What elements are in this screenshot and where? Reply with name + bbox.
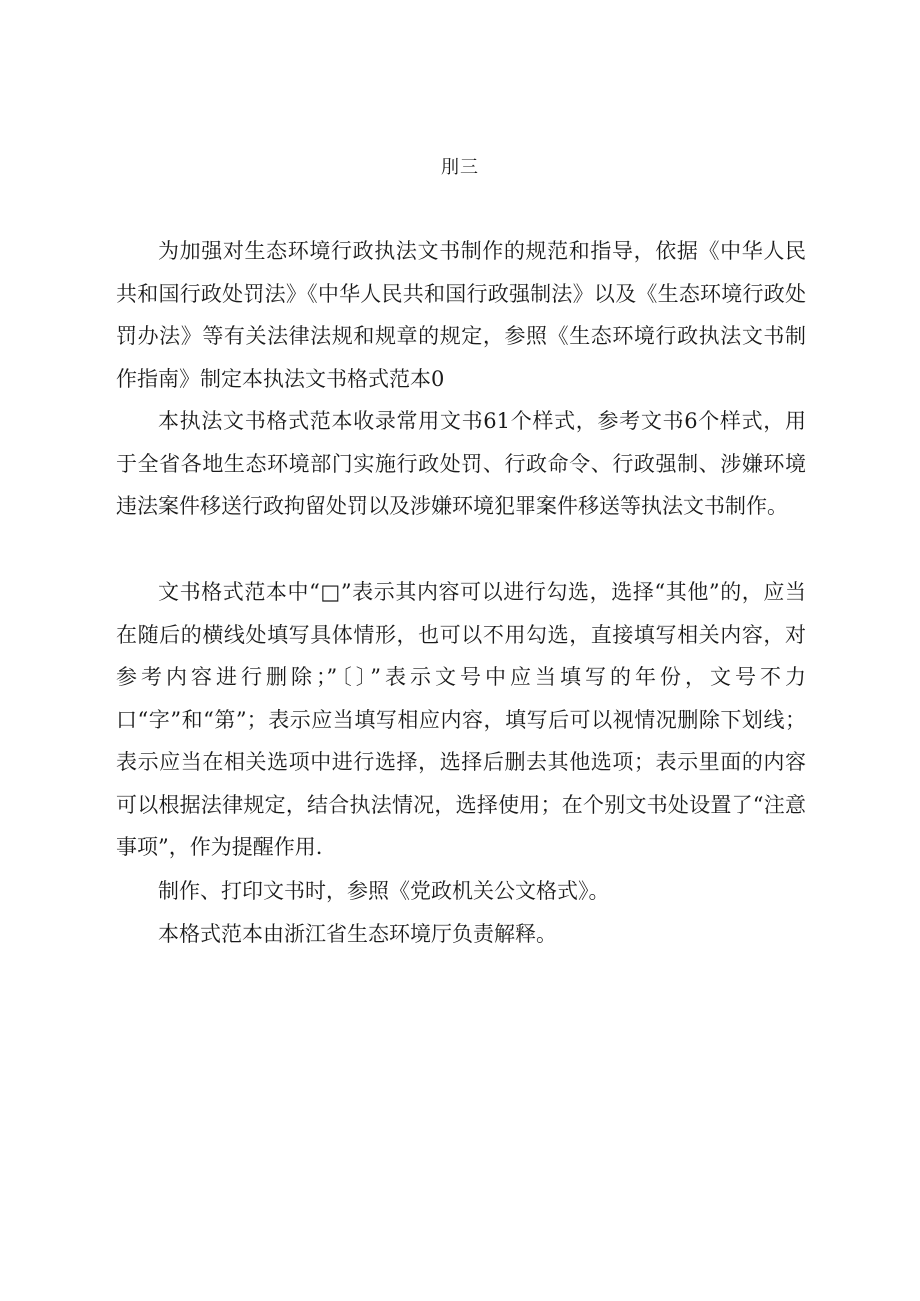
paragraph-purpose: 为加强对生态环境行政执法文书制作的规范和指导，依据《中华人民共和国行政处罚法》《中华人民共和国行政强制法》以及《生态环境行政处罚办法》等有关法律法规和规章的规定，参照《生态环境行政执法文书制作指南》制定本执法文书格式范本0 — [116, 239, 806, 391]
paragraph-scope: 本执法文书格式范本收录常用文书61个样式，参考文书6个样式，用于全省各地生态环境部门实施行政处罚、行政命令、行政强制、涉嫌环境违法案件移送行政拘留处罚以及涉嫌环境犯罪案件移送等执法文书制作。 — [116, 409, 806, 518]
paragraph-symbols: 文书格式范本中“□”表示其内容可以进行勾选，选择“其他”的，应当在随后的横线处填写具体情形，也可以不用勾选，直接填写相关内容，对参考内容进行删除；”〔〕”表示文号中应当填写的年份，文号不力口“字”和“第”；表示应当填写相应内容，填写后可以视情况删除下划线；表示应当在相关选项中进行选择，选择后删去其他选项；表示里面的内容可以根据法律规定，结合执法情况，选择使用；在个别文书处设置了“注意事项”，作为提醒作用. — [116, 580, 806, 859]
paragraph-printing: 制作、打印文书时，参照《党政机关公文格式》。 — [158, 879, 610, 903]
paragraph-interpretation: 本格式范本由浙江省生态环境厅负责解释。 — [158, 922, 557, 946]
page-title: 刖三 — [441, 157, 479, 178]
